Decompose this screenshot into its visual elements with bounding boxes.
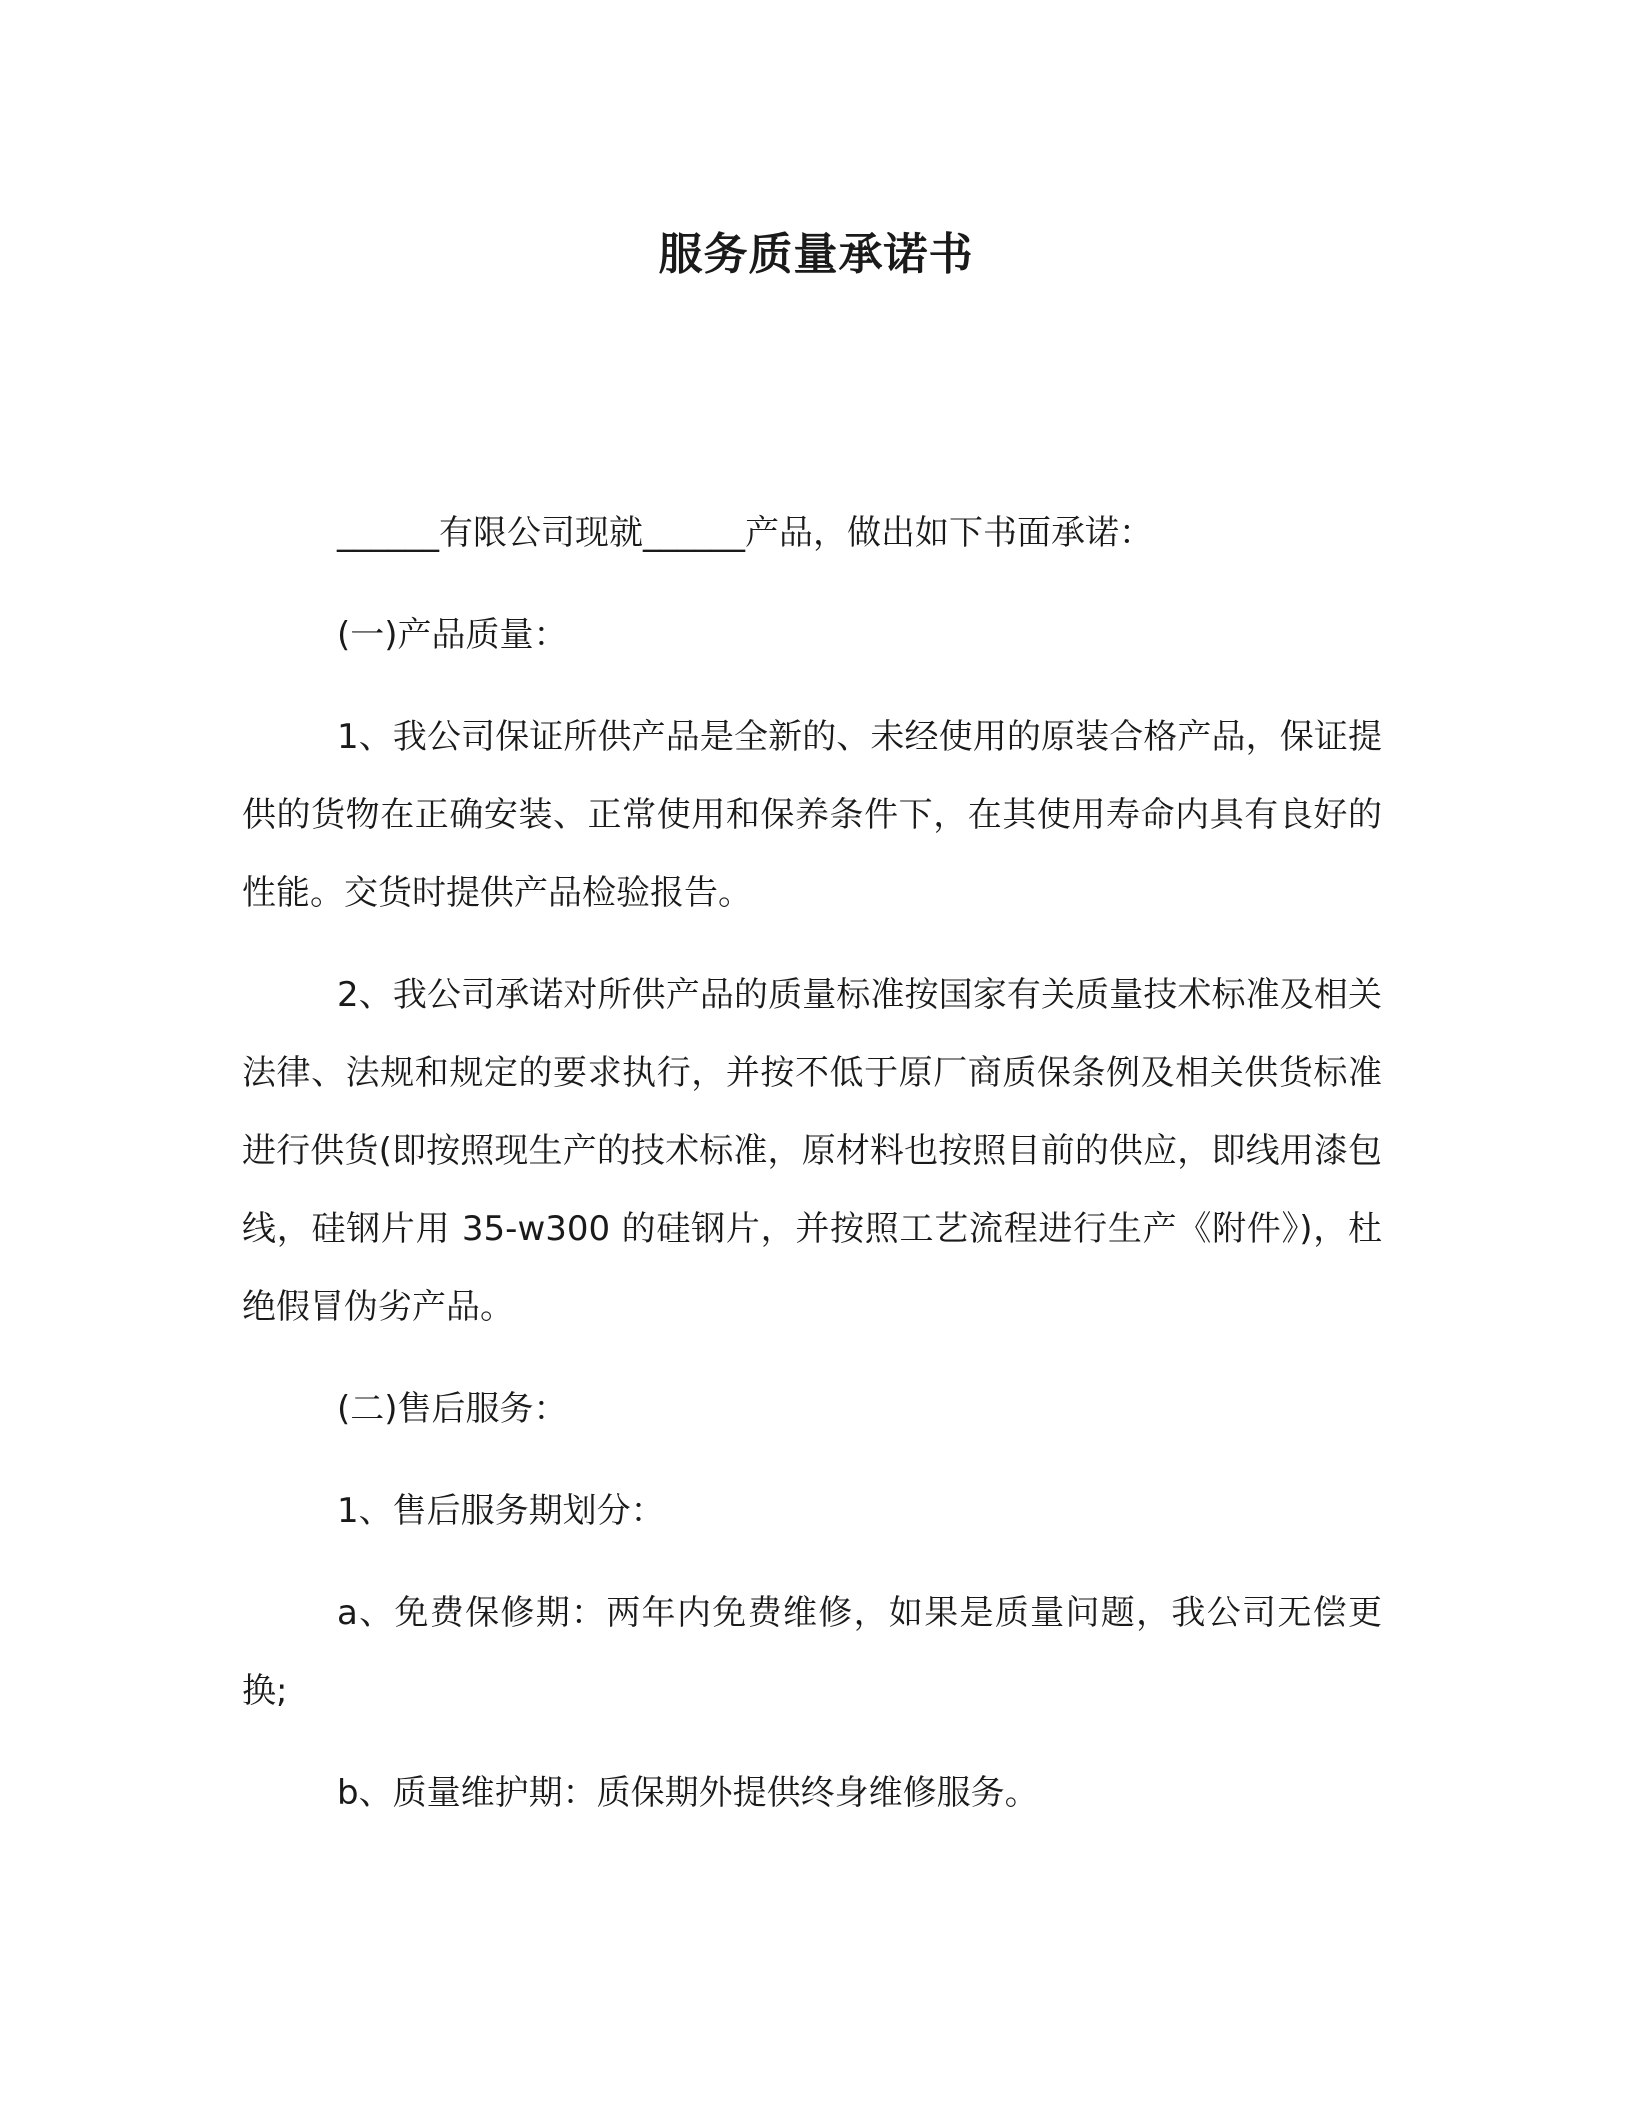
section-heading-after-sales: (二)售后服务： [337, 1389, 568, 1429]
after-sales-clause-1: 1、售后服务期划分： [337, 1491, 665, 1531]
section-heading-product-quality: (一)产品质量： [337, 615, 568, 655]
document-title: 服务质量承诺书 [658, 229, 974, 280]
intro-paragraph: ______有限公司现就______产品，做出如下书面承诺： [337, 513, 1153, 553]
quality-clause-2: 2、我公司承诺对所供产品的质量标准按国家有关质量技术标准及相关法律、法规和规定的要求执行，并按不低于原厂商质保条例及相关供货标准进行供货(即按照现生产的技术标准，原材料也按照目前的供应，即线用漆包线，硅钢片用 35-w300 的硅钢片，并按照工艺流程进行生产《附件》)，杜绝假冒伪劣产品。 [242, 975, 1382, 1327]
quality-clause-1: 1、我公司保证所供产品是全新的、未经使用的原装合格产品，保证提供的货物在正确安装、正常使用和保养条件下，在其使用寿命内具有良好的性能。交货时提供产品检验报告。 [242, 717, 1382, 913]
document-body [242, 494, 1382, 1856]
after-sales-item-a: a、免费保修期：两年内免费维修，如果是质量问题，我公司无偿更换; [242, 1593, 1382, 1711]
after-sales-item-b: b、质量维护期：质保期外提供终身维修服务。 [337, 1773, 1039, 1813]
